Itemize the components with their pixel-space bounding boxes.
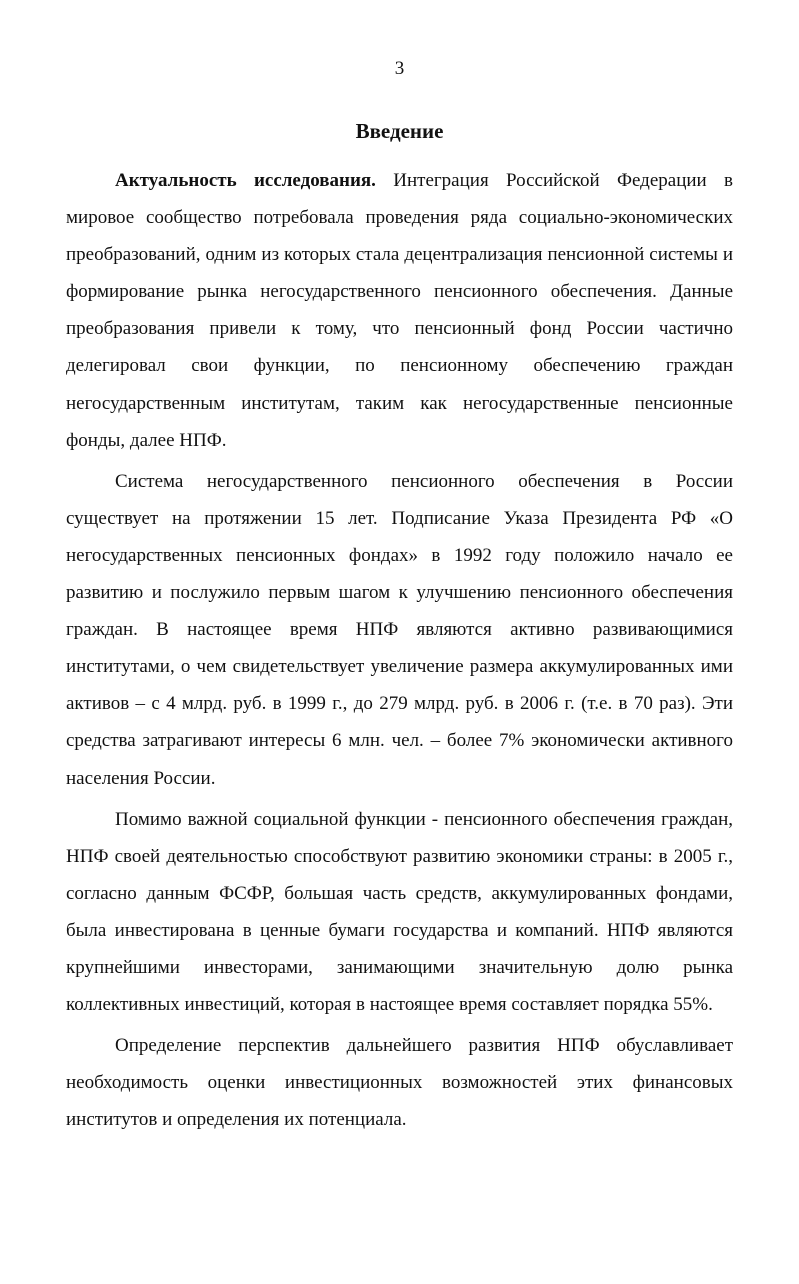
page-number: 3: [394, 58, 405, 79]
paragraph-lead: Актуальность исследования.: [115, 170, 376, 191]
page-title: Введение: [355, 119, 444, 143]
paragraph-prospects: Определение перспектив дальнейшего развития НПФ обуславливает необходимость оценки инвестиционных возможностей этих финансовых институтов и определения их потенциала.: [66, 1035, 733, 1131]
paragraph-text: Интеграция Российской Федерации в мировое сообщество потребовала проведения ряда социально-экономических преобразований, одним из которых стала децентрализация пенсионной системы и формирование рынка негосударственного пенсионного обеспечения. Данные преобразования привели к тому, что пенсионный фонд России частично делегировал свои функции, по пенсионному обеспечению граждан негосударственным институтам, таким как негосударственные пенсионные фонды, далее НПФ.: [66, 170, 733, 451]
paragraph-relevance: [66, 162, 733, 459]
body-text: [66, 162, 733, 1138]
paragraph-pension-system: Система негосударственного пенсионного обеспечения в России существует на протяжении 15 лет. Подписание Указа Президента РФ «О негосударственных пенсионных фондах» в 1992 году положило начало ее развитию и послужило первым шагом к улучшению пенсионного обеспечения граждан. В настоящее время НПФ являются активно развивающимися институтами, о чем свидетельствует увеличение размера аккумулированных ими активов – с 4 млрд. руб. в 1999 г., до 279 млрд. руб. в 2006 г. (т.е. в 70 раз). Эти средства затрагивают интересы 6 млн. чел. – более 7% экономически активного населения России.: [66, 470, 733, 789]
paragraph-social-function: Помимо важной социальной функции - пенсионного обеспечения граждан, НПФ своей деятельностью способствуют развитию экономики страны: в 2005 г., согласно данным ФСФР, большая часть средств, аккумулированных фондами, была инвестирована в ценные бумаги государства и компаний. НПФ являются крупнейшими инвесторами, занимающими значительную долю рынка коллективных инвестиций, которая в настоящее время составляет порядка 55%.: [66, 808, 733, 1016]
